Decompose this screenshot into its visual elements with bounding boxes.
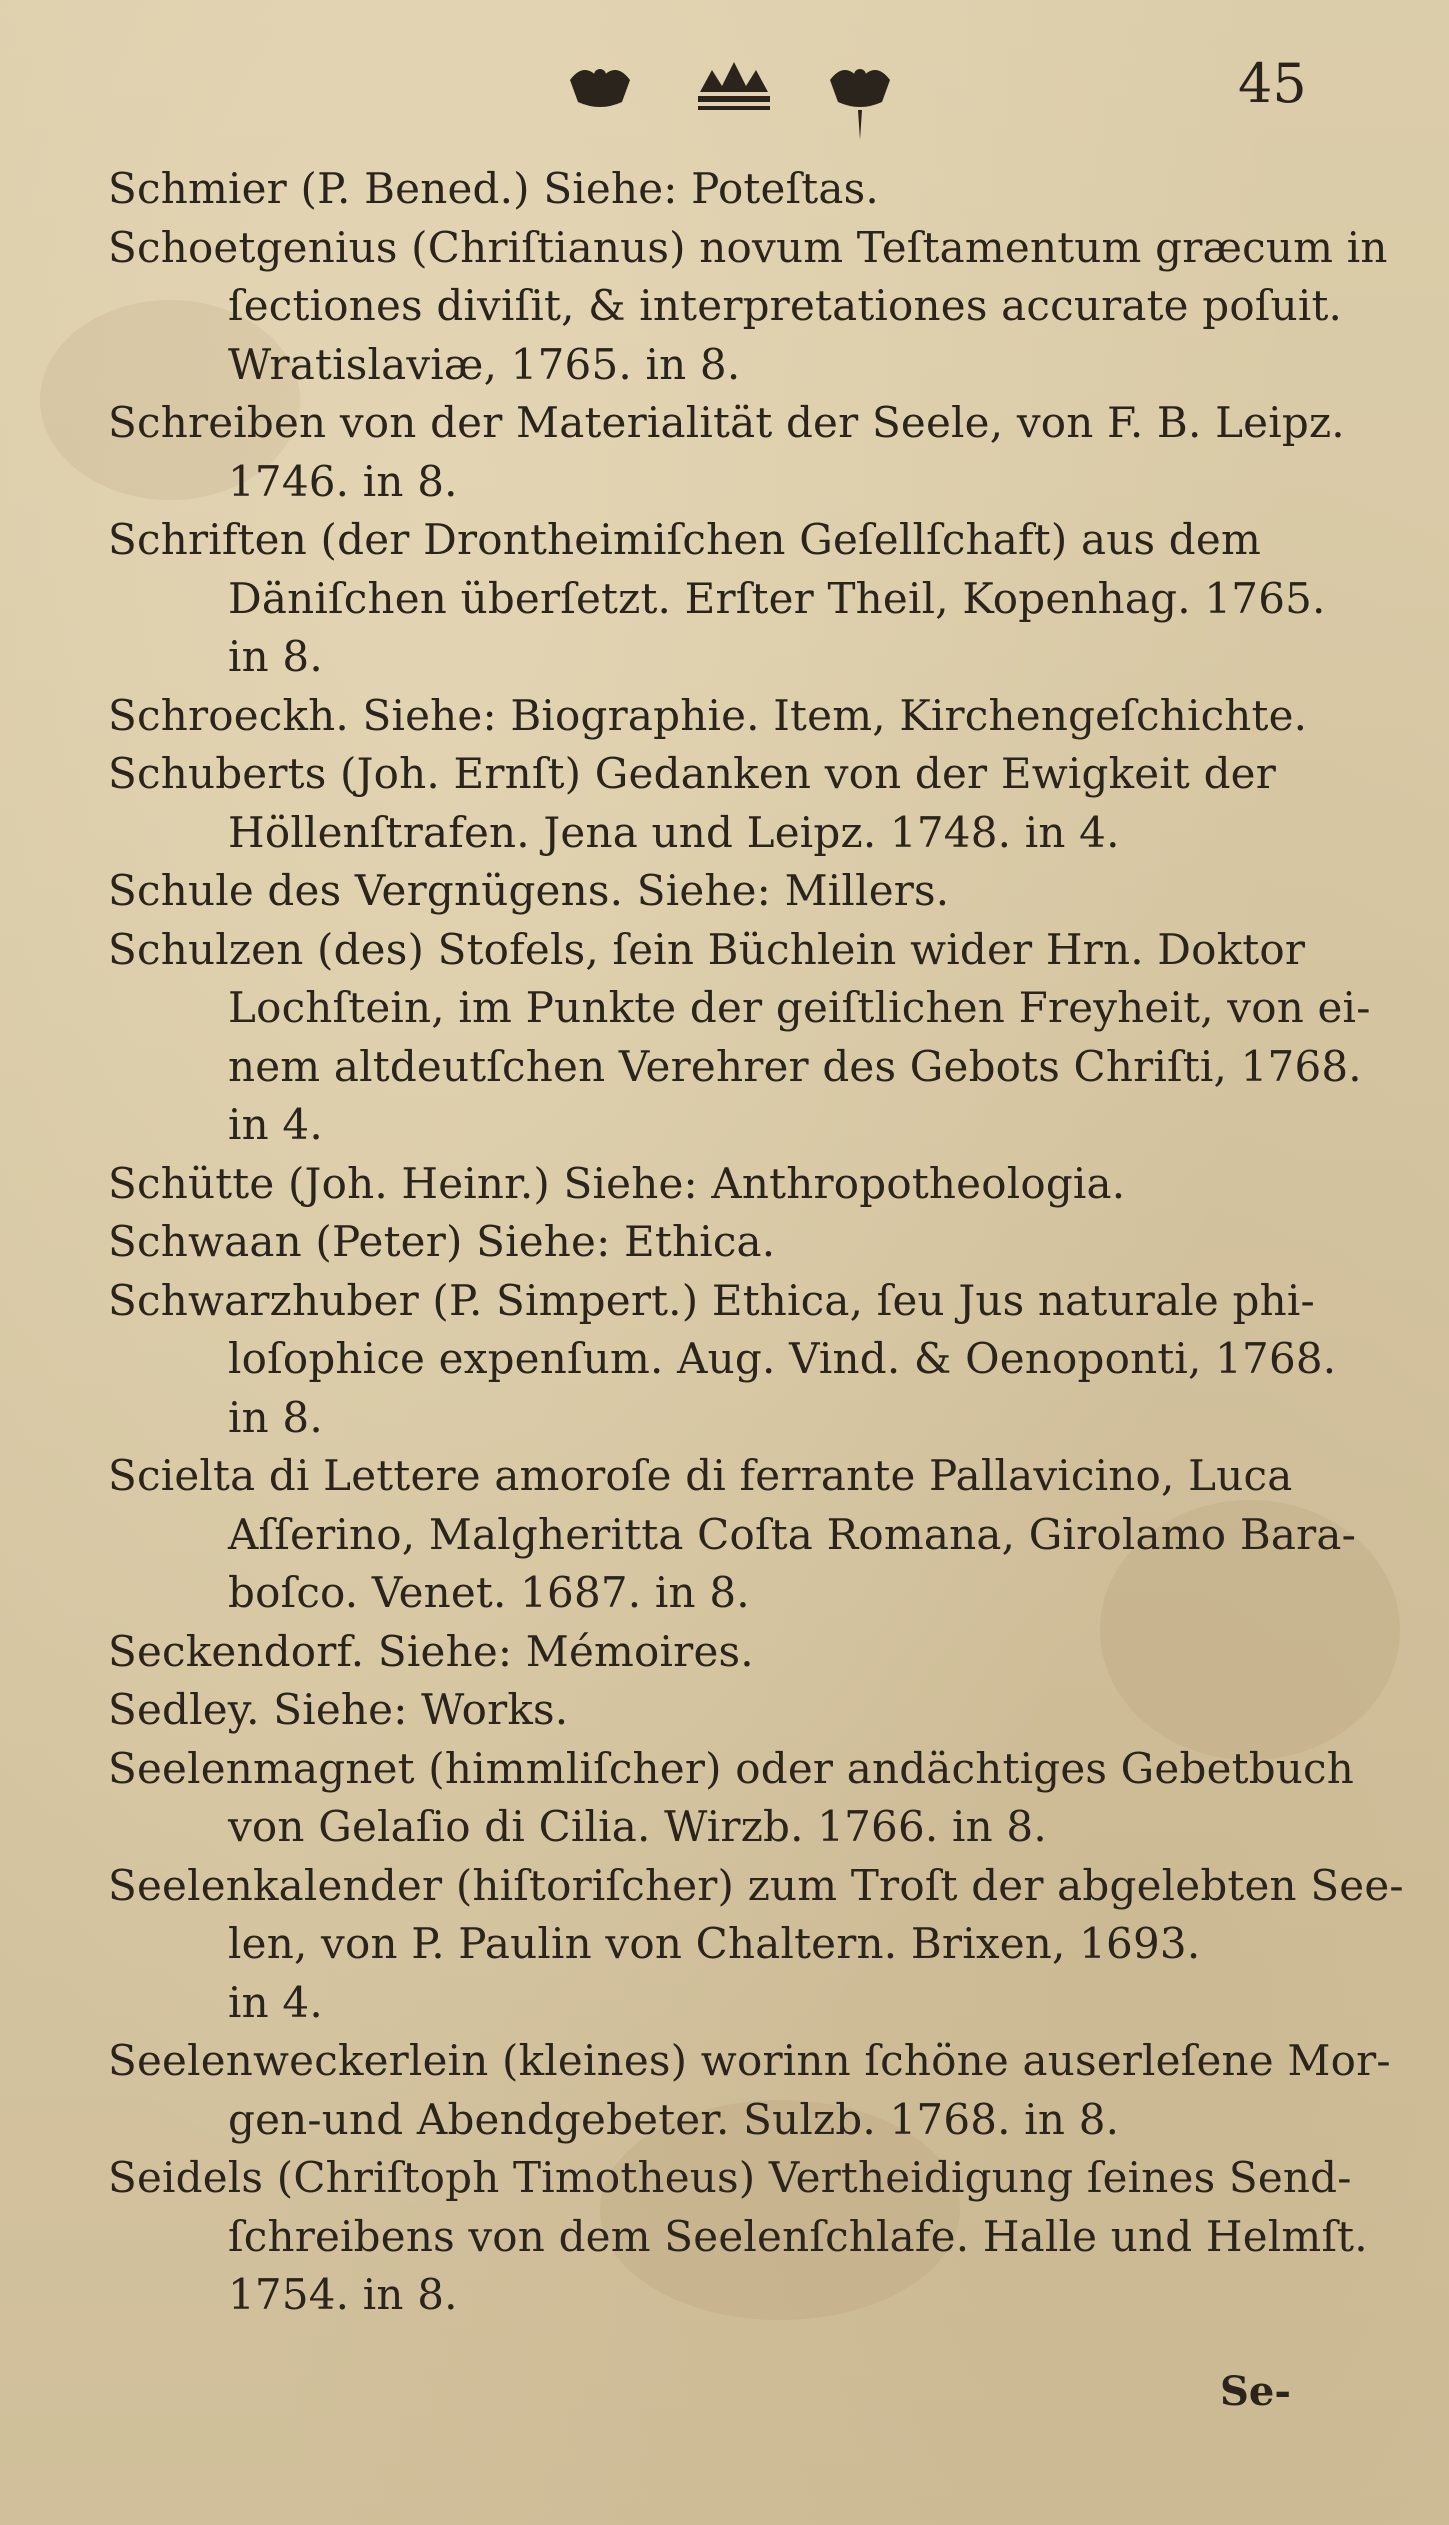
entry-continuation-line: ſchreibens von dem Seelenſchlafe. Halle und Helmſt. [228,2211,1368,2261]
entry-continuation-line: in 4. [228,1100,323,1149]
crown-ornament-icon [560,40,930,150]
entry-heading-line: Schmier (P. Bened.) Siehe: Poteſtas. [108,164,879,213]
entry-continuation-line: in 8. [228,1392,323,1442]
bibliography-entry [108,745,1368,862]
bibliography-entry [108,1623,1368,1682]
catchword: Se- [1220,2368,1291,2415]
bibliography-entry [108,1740,1368,1857]
bibliography-entry [108,862,1368,921]
entry-continuation-line: von Gelaſio di Cilia. Wirzb. 1766. in 8. [228,1802,1047,1851]
bibliography-entry [108,1681,1368,1740]
entry-continuation-line: ſectiones diviſit, & interpretationes accurate poſuit. [228,281,1343,330]
entry-heading-line: Sedley. Siehe: Works. [108,1685,569,1734]
entry-heading-line: Schütte (Joh. Heinr.) Siehe: Anthropotheologia. [108,1158,1126,1208]
entry-continuation-line: gen-und Abendgebeter. Sulzb. 1768. in 8. [228,2094,1120,2144]
page-number: 45 [1238,52,1307,115]
bibliography-entry [108,2149,1368,2325]
entry-continuation-line: Aſſerino, Malgheritta Coſta Romana, Girolamo Bara- [228,1509,1357,1559]
entry-continuation-line: Lochſtein, im Punkte der geiſtlichen Freyheit, von ei- [228,983,1371,1032]
bibliography-entry [108,219,1388,395]
bibliography-entry [108,1857,1404,2033]
entry-heading-line: Schwarzhuber (P. Simpert.) Ethica, ſeu Jus naturale phi- [108,1275,1315,1325]
entry-continuation-line: in 4. [228,1977,323,2027]
bibliography-entry [108,1155,1368,1214]
bibliography-entry [108,394,1368,511]
entry-heading-line: Schroeckh. Siehe: Biographie. Item, Kirchengeſchichte. [108,690,1308,740]
entry-continuation-line: Wratislaviæ, 1765. in 8. [228,339,741,389]
bibliography-entry [108,2032,1391,2149]
entry-continuation-line: boſco. Venet. 1687. in 8. [228,1568,750,1617]
entry-heading-line: Seckendorf. Siehe: Mémoires. [108,1626,754,1676]
entry-heading-line: Schreiben von der Materialität der Seele, von F. B. Leipz. [108,398,1345,447]
entry-continuation-line: nem altdeutſchen Verehrer des Gebots Chriſti, 1768. [228,1041,1362,1091]
entry-heading-line: Schoetgenius (Chriſtianus) novum Teſtamentum græcum in [108,222,1388,272]
entry-heading-line: Seidels (Chriſtoph Timotheus) Vertheidigung ſeines Send- [108,2153,1352,2202]
entry-continuation-line: len, von P. Paulin von Chaltern. Brixen, 1693. [228,1919,1201,1968]
entry-heading-line: Schulzen (des) Stofels, ſein Büchlein wider Hrn. Doktor [108,924,1306,974]
entry-heading-line: Schwaan (Peter) Siehe: Ethica. [108,1217,776,1266]
entry-continuation-line: in 8. [228,632,323,681]
bibliography-entries [108,160,1404,2325]
entry-heading-line: Schuberts (Joh. Ernſt) Gedanken von der Ewigkeit der [108,749,1276,798]
bibliography-entry [108,921,1371,1155]
entry-heading-line: Schule des Vergnügens. Siehe: Millers. [108,866,950,915]
bibliography-entry [108,1447,1368,1623]
entry-continuation-line: Däniſchen überſetzt. Erſter Theil, Kopenhag. 1765. [228,573,1326,623]
entry-heading-line: Seelenkalender (hiſtoriſcher) zum Troſt der abgelebten See- [108,1860,1404,1910]
entry-continuation-line: 1754. in 8. [228,2270,458,2319]
bibliography-entry [108,1213,1368,1272]
entry-heading-line: Seelenmagnet (himmliſcher) oder andächtiges Gebetbuch [108,1743,1355,1793]
bibliography-entry [108,1272,1368,1448]
entry-continuation-line: loſophice expenſum. Aug. Vind. & Oenoponti, 1768. [228,1334,1337,1383]
bibliography-entry [108,687,1368,746]
entry-continuation-line: 1746. in 8. [228,456,458,506]
entry-heading-line: Seelenweckerlein (kleines) worinn ſchöne auserleſene Mor- [108,2036,1391,2085]
entry-continuation-line: Höllenſtrafen. Jena und Leipz. 1748. in 4. [228,807,1120,857]
entry-heading-line: Schriften (der Drontheimiſchen Geſellſchaft) aus dem [108,515,1261,564]
entry-heading-line: Scielta di Lettere amoroſe di ferrante Pallavicino, Luca [108,1451,1293,1500]
bibliography-entry [108,160,1368,219]
bibliography-entry [108,511,1368,687]
